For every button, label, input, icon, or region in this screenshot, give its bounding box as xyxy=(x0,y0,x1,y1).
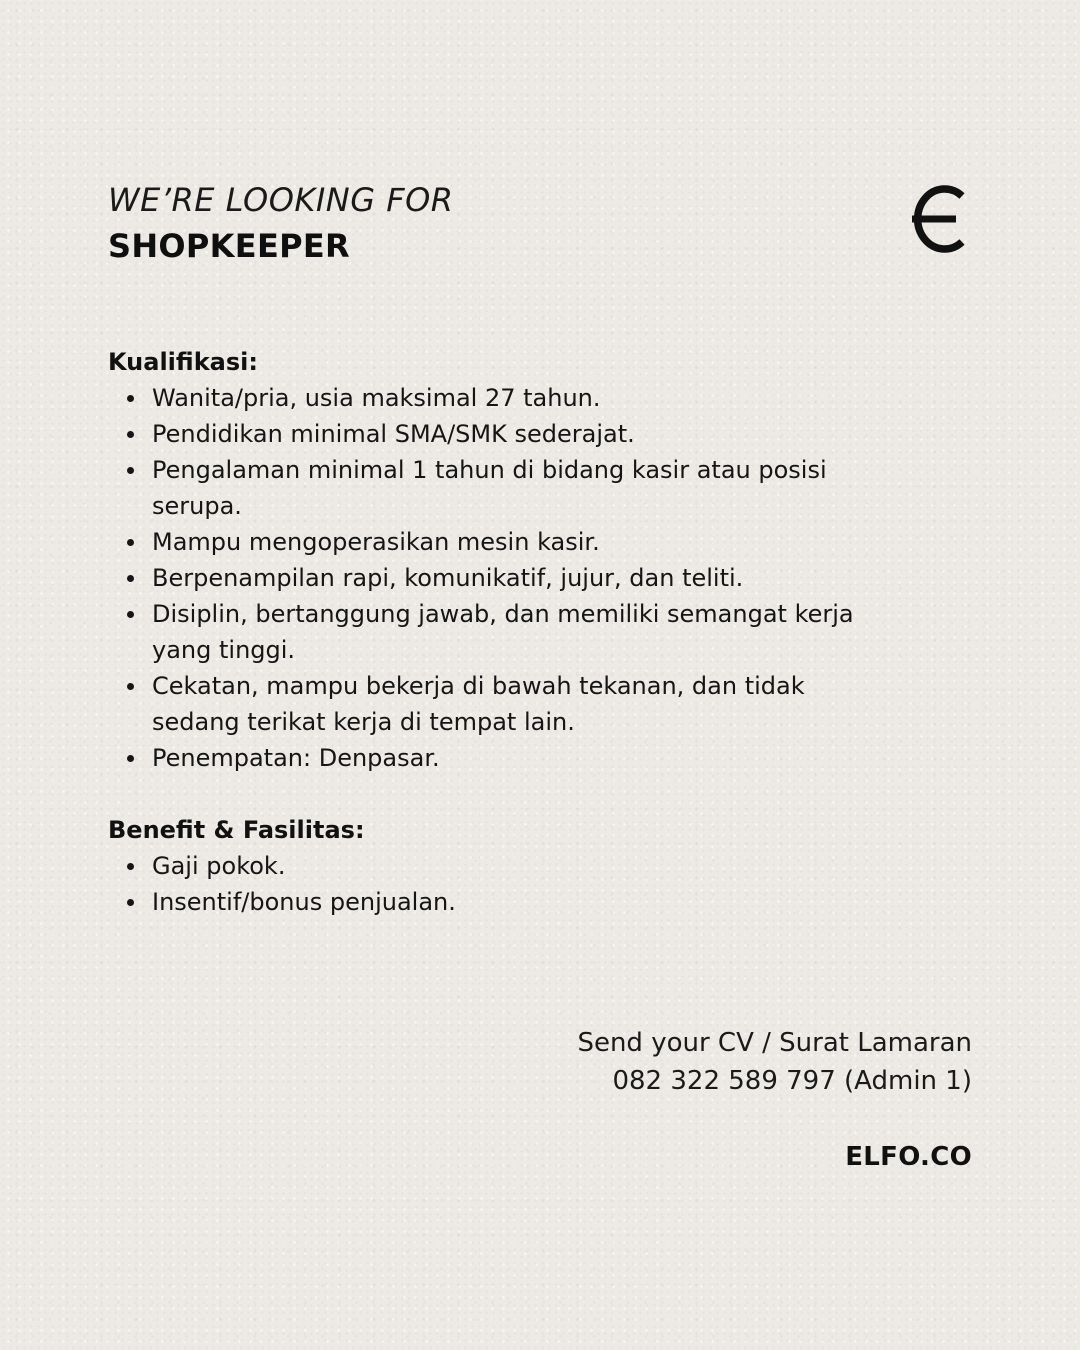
list-item xyxy=(152,416,888,452)
contact-instruction: Send your CV / Surat Lamaran xyxy=(577,1028,972,1058)
list-item-text: Mampu mengoperasikan mesin kasir. xyxy=(152,528,600,556)
bullet-icon xyxy=(127,431,134,438)
qualifications-list xyxy=(108,380,888,776)
bullet-icon xyxy=(127,683,134,690)
header xyxy=(108,178,454,270)
list-item-text: Berpenampilan rapi, komunikatif, jujur, dan teliti. xyxy=(152,564,744,592)
qualifications-section xyxy=(108,344,888,776)
list-item xyxy=(152,848,888,884)
list-item-text: Penempatan: Denpasar. xyxy=(152,744,440,772)
contact-block xyxy=(577,1024,972,1100)
elfo-e-logo-icon xyxy=(906,174,972,264)
bullet-icon xyxy=(127,467,134,474)
list-item xyxy=(152,524,888,560)
list-item xyxy=(152,596,888,668)
list-item-text: Wanita/pria, usia maksimal 27 tahun. xyxy=(152,384,601,412)
brand-name: ELFO.CO xyxy=(845,1142,972,1172)
benefits-heading: Benefit & Fasilitas: xyxy=(108,816,365,844)
list-item-text: Cekatan, mampu bekerja di bawah tekanan, dan tidak sedang terikat kerja di tempat lain. xyxy=(152,672,805,736)
list-item xyxy=(152,884,888,920)
list-item xyxy=(152,560,888,596)
bullet-icon xyxy=(127,395,134,402)
list-item xyxy=(152,452,888,524)
list-item xyxy=(152,380,888,416)
bullet-icon xyxy=(127,755,134,762)
kicker-text: WE’RE LOOKING FOR xyxy=(108,181,454,219)
qualifications-heading: Kualifikasi: xyxy=(108,348,258,376)
list-item-text: Disiplin, bertanggung jawab, dan memiliki semangat kerja yang tinggi. xyxy=(152,600,854,664)
list-item-text: Gaji pokok. xyxy=(152,852,286,880)
benefits-list xyxy=(108,848,888,920)
bullet-icon xyxy=(127,863,134,870)
list-item xyxy=(152,668,888,740)
bullet-icon xyxy=(127,539,134,546)
benefits-section xyxy=(108,812,888,920)
bullet-icon xyxy=(127,575,134,582)
list-item xyxy=(152,740,888,776)
bullet-icon xyxy=(127,611,134,618)
list-item-text: Pendidikan minimal SMA/SMK sederajat. xyxy=(152,420,635,448)
list-item-text: Pengalaman minimal 1 tahun di bidang kasir atau posisi serupa. xyxy=(152,456,827,520)
contact-phone: 082 322 589 797 (Admin 1) xyxy=(612,1066,972,1096)
job-title: SHOPKEEPER xyxy=(108,227,350,265)
bullet-icon xyxy=(127,899,134,906)
list-item-text: Insentif/bonus penjualan. xyxy=(152,888,456,916)
